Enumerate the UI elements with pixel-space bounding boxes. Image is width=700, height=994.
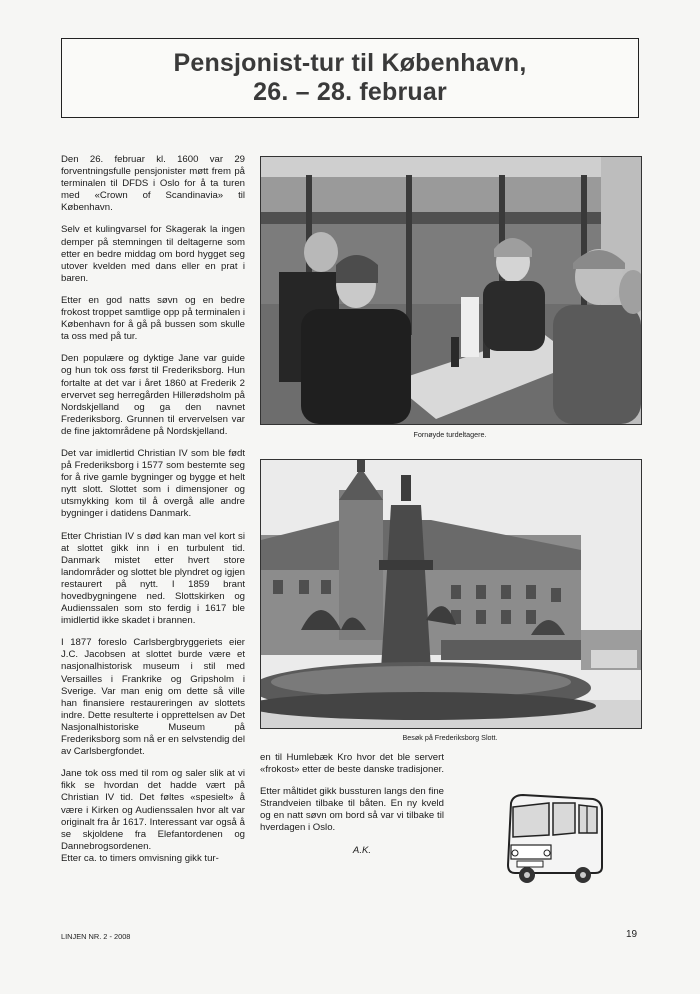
headline-line-2: 26. – 28. februar (253, 78, 447, 106)
headline-box (61, 38, 639, 118)
paragraph: Den populære og dyktige Jane var guide og hun tok oss først til Frederiksborg. Hun fortalte at det var i året 1860 at Frederik 2 ervervet seg herregården Hillerødsholm på Nordskjelland og ga den navnet Frederiksborg. Grunnen til ervervelsen var de fine jaktområdene på Nordskjelland. (61, 353, 245, 437)
paragraph: I 1877 foreslo Carlsbergbryggeriets eier J.C. Jacobsen at slottet burde være et nasjonalhistorisk museum i stil med Versailles i Frankrike og Gripsholm i Sverige. Var man enig om dette så ville han finansiere restaureringen av slottets indre. Dette resulterte i opprettelsen av Det Nasjonalhistoriske Museum på Frederiksborg som nå er en selvstendig del av Carlsbergfondet. (61, 637, 245, 758)
paragraph: Den 26. februar kl. 1600 var 29 forventningsfulle pensjonister møtt frem på terminalen til DFDS i Oslo for å ta turen med «Crown of Scandinavia» til København. (61, 154, 245, 214)
paragraph: Jane tok oss med til rom og saler slik at vi fikk se hvordan det hadde vært på Christian IV tid. Det føltes «spesielt» å være i Kirken og Audienssalen hvor alt var originalt fra år 1617. Interessant var også å se skjoldene fra Elefantordenen og Dannebrogsordenen. (61, 768, 245, 852)
paragraph: Etter ca. to timers omvisning gikk tur- (61, 852, 219, 864)
photo-caption: Besøk på Frederiksborg Slott. (402, 733, 498, 742)
article-left-column (61, 154, 245, 875)
article-right-column (260, 752, 444, 857)
photo-castle-illustration (261, 460, 641, 728)
paragraph: Etter måltidet gikk bussturen langs den fine Strandveien tilbake til båten. En ny kveld og en natt søvn om bord så var vi tilbake til hverdagen i Oslo. (260, 786, 444, 834)
photo-caption: Fornøyde turdeltagere. (413, 430, 487, 439)
bus-icon (505, 793, 605, 885)
page-number: 19 (626, 929, 638, 940)
photo-ferry-illustration (261, 157, 641, 424)
paragraph: Selv et kulingvarsel for Skagerak la ingen demper på stemningen til deltagerne som etter en bedre middag om bord hygget seg utover kvelden med dans eller en prat i baren. (61, 224, 245, 284)
photo-ferry-group (260, 156, 642, 425)
paragraph: Etter Christian IV s død kan man vel kort si at slottet gikk inn i en turbulent tid. Danmark mistet etter hvert store landområder og slottet ble plyndret og igjen restaurert på nytt. I 1859 brant hovedbygningene ned. Slottskirken og Audienssalen som sto ferdig i 1617 ble imidlertid ikke skadet i brannen. (61, 530, 245, 627)
issue-label: LINJEN NR. 2 - 2008 (61, 932, 131, 941)
paragraph: Det var imidlertid Christian IV som ble født på Frederiksborg i 1577 som bestemte seg for å rive gamle bygninger og bygge et helt nytt slott. Slottet som i dimensjoner og utsmykking kom til å overgå alle andre bygninger i datidens Danmark. (61, 447, 245, 520)
author-signature: A.K. (352, 844, 372, 856)
paragraph: Etter en god natts søvn og en bedre frokost troppet samtlige opp på terminalen i København for å gå på bussen som skulle ta oss med på tur. (61, 294, 245, 343)
headline-line-1: Pensjonist-tur til København, (173, 49, 527, 77)
photo-frederiksborg (260, 459, 642, 729)
paragraph: en til Humlebæk Kro hvor det ble servert «frokost» etter de beste danske tradisjoner. (260, 752, 444, 776)
